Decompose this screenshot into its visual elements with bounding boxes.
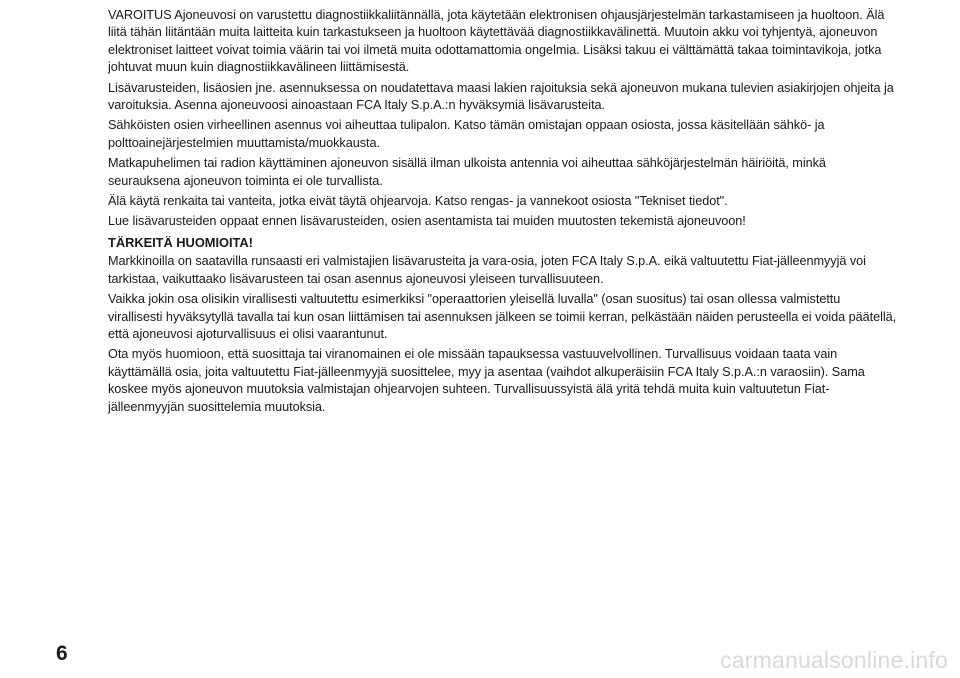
page-number: 6 [56, 642, 68, 665]
liability-paragraph: Ota myös huomioon, että suosittaja tai viranomainen ei ole missään tapauksessa vastuuvelvollinen. Turvallisuus voidaan taata vain käyttämällä osia, joita valtuutettu Fiat-jälleenmyyjä suosittelee, myy ja asentaa (vaihdot alkuperäisiin FCA Italy S.p.A.:n varaosiin). Sama koskee myös ajoneuvon muutoksia valmistajan ohjearvojen suhteen. Turvallisuussyistä älä yritä tehdä muita kuin valtuutetun Fiat-jälleenmyyjän suosittelemia muutoksia. [108, 347, 865, 414]
tyres-paragraph: Älä käytä renkaita tai vanteita, jotka eivät täytä ohjearvoja. Katso rengas- ja vannekoot osiosta "Tekniset tiedot". [108, 194, 728, 209]
accessories-paragraph: Lisävarusteiden, lisäosien jne. asennuksessa on noudatettava maasi lakien rajoituksia sekä ajoneuvon mukana tulevien asiakirjojen ohjeita ja varoituksia. Asenna ajoneuvoosi ainoastaan FCA Italy S.p.A.:n hyväksymiä lisävarusteita. [108, 80, 894, 113]
warning-paragraph: VAROITUS Ajoneuvosi on varustettu diagnostiikkaliitännällä, jota käytetään elektronisen ohjausjärjestelmän tarkastamiseen ja huoltoon. Älä liitä tähän liitäntään muita laitteita kuin tarkastukseen ja huoltoon käytettävää diagnostiikkavälinettä. Muutoin akku voi tyhjentyä, ajoneuvon elektroniset laitteet voivat toimia väärin tai voi ilmetä muita odottamattomia ongelmia. Lisäksi takuu ei välttämättä takaa toimintavikoja, jotka johtuvat muun kuin diagnostiikkavälineen liittämisestä. [108, 8, 885, 75]
body-text [108, 7, 898, 419]
market-paragraph: Markkinoilla on saatavilla runsaasti eri valmistajien lisävarusteita ja vara-osia, joten FCA Italy S.p.A. eikä valtuutettu Fiat-jälleenmyyjä voi tarkistaa, vaikuttaako lisävarusteen tai osan asennus ajoneuvosi yleiseen turvallisuuteen. [108, 254, 866, 286]
watermark: carmanualsonline.info [720, 647, 948, 673]
approval-paragraph: Vaikka jokin osa olisikin virallisesti valtuutettu esimerkiksi "operaattorien yleisellä luvalla" (osan suositus) tai osan ollessa valmistettu virallisesti hyväksytyllä tavalla tai kun osan liittämisen tai asennuksen jälkeen se toimii kerran, pelkästään näiden perusteella ei voida päätellä, että ajoneuvosi ajoturvallisuus ei olisi vaarantunut. [108, 292, 897, 341]
section-heading: TÄRKEITÄ HUOMIOITA! [108, 234, 253, 250]
read-guides-paragraph: Lue lisävarusteiden oppaat ennen lisävarusteiden, osien asentamista tai muiden muutosten tekemistä ajoneuvoon! [108, 214, 746, 229]
electrical-paragraph: Sähköisten osien virheellinen asennus voi aiheuttaa tulipalon. Katso tämän omistajan oppaan osiosta, jossa käsitellään sähkö- ja polttoainejärjestelmien muuttamista/muokkausta. [108, 118, 825, 150]
radio-paragraph: Matkapuhelimen tai radion käyttäminen ajoneuvon sisällä ilman ulkoista antennia voi aiheuttaa sähköjärjestelmän häiriöitä, minkä seurauksena ajoneuvon toiminta ei ole turvallista. [108, 156, 826, 188]
